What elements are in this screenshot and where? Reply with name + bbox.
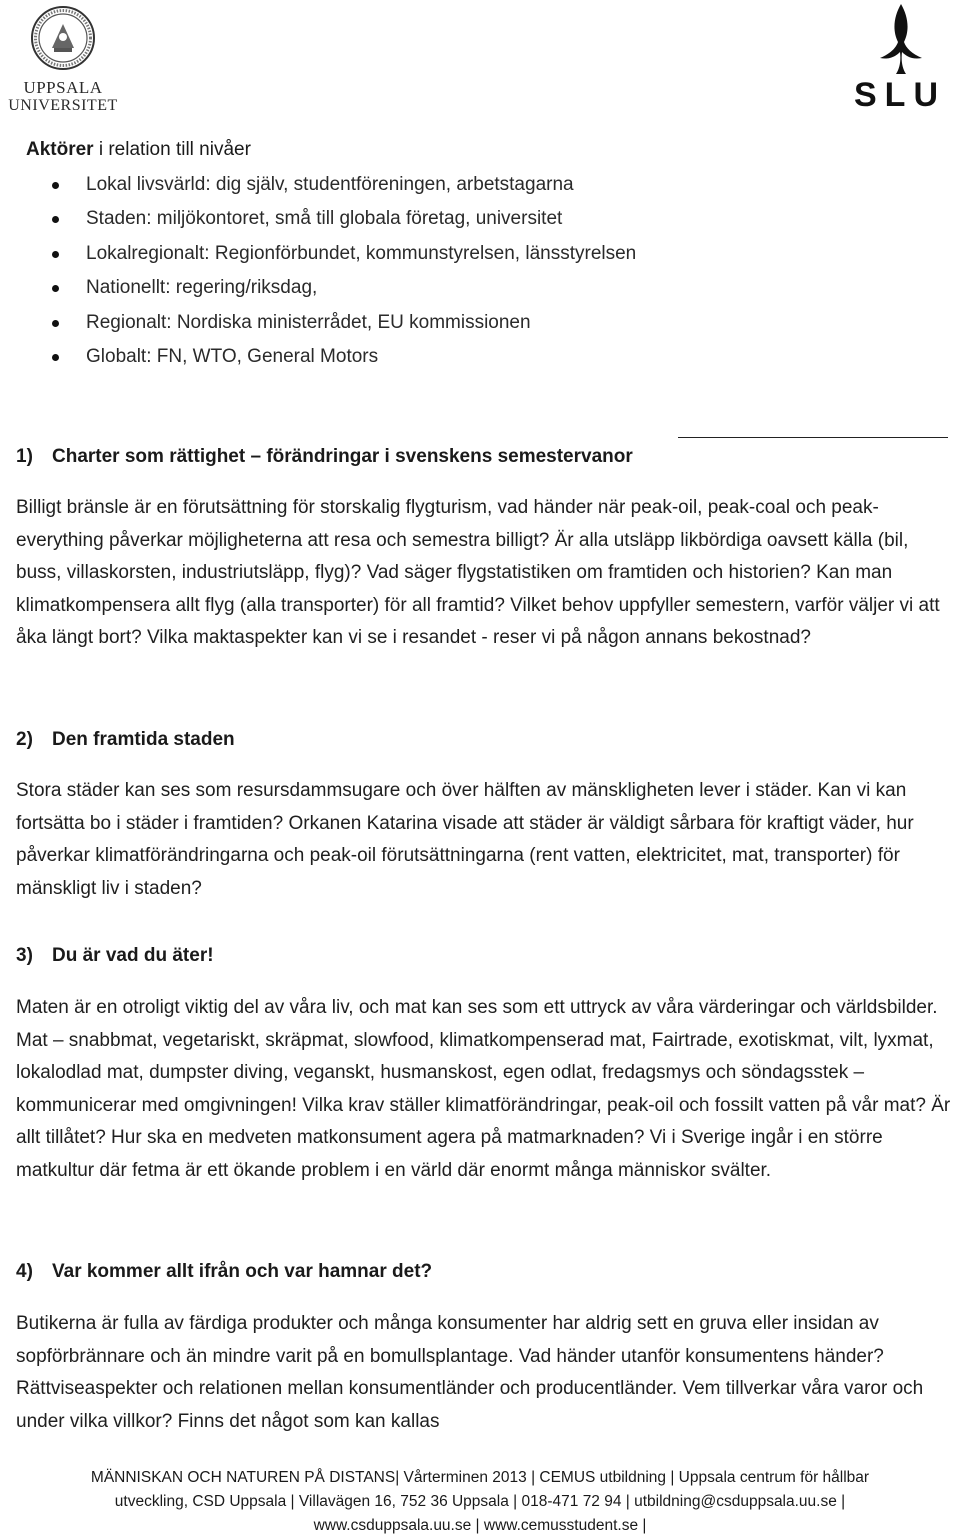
- list-item-text: Staden: miljökontoret, små till globala företag, universitet: [86, 208, 563, 230]
- list-item-text: Regionalt: Nordiska ministerrådet, EU kommissionen: [86, 311, 531, 333]
- heading-title: Den framtida staden: [52, 729, 235, 750]
- heading-3: [16, 942, 214, 970]
- heading-number: 4): [16, 1261, 33, 1282]
- logo-text-uppsala: UPPSALA: [23, 78, 103, 97]
- heading-4: [16, 1258, 432, 1286]
- actors-title-bold: Aktörer: [26, 139, 94, 160]
- heading-1: [16, 443, 633, 471]
- heading-2: [16, 726, 235, 754]
- list-item: [26, 271, 636, 305]
- slu-leaf-icon: [874, 2, 928, 76]
- list-item-text: Nationellt: regering/riksdag,: [86, 277, 318, 299]
- seal-icon: [30, 4, 96, 74]
- list-item-text: Lokalregionalt: Regionförbundet, kommunstyrelsen, länsstyrelsen: [86, 242, 637, 264]
- heading-title: Du är vad du äter!: [52, 945, 214, 966]
- slu-logo: [850, 2, 950, 116]
- bullet-icon: [52, 285, 59, 292]
- actors-title-rest: i relation till nivåer: [93, 139, 251, 160]
- heading-number: 1): [16, 446, 33, 467]
- logo-text-universitet: UNIVERSITET: [8, 97, 118, 114]
- slu-wordmark: SLU: [854, 76, 946, 114]
- bullet-icon: [52, 182, 59, 189]
- footer-line-1: MÄNNISKAN OCH NATUREN PÅ DISTANS| Vårterminen 2013 | CEMUS utbildning | Uppsala centrum för hållbar: [90, 1469, 870, 1486]
- footer-line-3: www.csduppsala.uu.se | www.cemusstudent.se |: [313, 1517, 647, 1534]
- list-item: [26, 168, 636, 202]
- actors-title: [26, 136, 636, 164]
- list-item: [26, 202, 636, 236]
- actors-list: [26, 168, 636, 374]
- bullet-icon: [52, 354, 59, 361]
- list-item: [26, 306, 636, 340]
- list-item-text: Globalt: FN, WTO, General Motors: [86, 346, 379, 368]
- heading-title: Var kommer allt ifrån och var hamnar det?: [52, 1261, 433, 1282]
- paragraph-4: Butikerna är fulla av färdiga produkter och många konsumenter har aldrig sett en gruva eller insidan av sopförbrännare och än mindre varit på en bomullsplantage. Vad händer utanför konsumentens händer? Rättviseaspekter och relationen mellan konsumentländer och producentländer. Vem tillverkar våra varor och under vilka villkor? Finns det något som kan kallas: [16, 1313, 924, 1432]
- uppsala-universitet-logo: [4, 4, 122, 116]
- paragraph-2: Stora städer kan ses som resursdammsugare och över hälften av mänskligheten lever i städer. Kan vi kan fortsätta bo i städer i framtiden? Orkanen Katarina visade att städer är väldigt sårbara för kraftigt väder, hur påverkar klimatförändringarna och peak-oil förutsättningarna (rent vatten, elektricitet, mat, transporter) för mänskligt liv i staden?: [16, 780, 914, 899]
- heading-title: Charter som rättighet – förändringar i svenskens semestervanor: [52, 446, 633, 467]
- page-footer: [0, 1466, 960, 1538]
- list-item-text: Lokal livsvärld: dig själv, studentföreningen, arbetstagarna: [86, 174, 574, 195]
- paragraph-1: Billigt bränsle är en förutsättning för storskalig flygturism, vad händer när peak-oil, peak-coal och peak-everything påverkar möjligheterna att resa och semestra billigt? Är alla utsläpp likbördiga oavsett källa (bil, buss, villaskorsten, industriutsläpp, flyg)? Vad säger flygstatistiken om framtiden och historien? Kan man klimatkompensera allt flyg (alla transporter) för all framtid? Vilket behov uppfyller semestern, varför väljer vi att åka längt bort? Vilka maktaspekter kan vi se i resandet - reser vi på någon annans bekostnad?: [16, 497, 940, 649]
- bullet-icon: [52, 320, 59, 327]
- bullet-icon: [52, 251, 59, 258]
- actors-section: [26, 136, 636, 374]
- paragraph-3: Maten är en otroligt viktig del av våra liv, och mat kan ses som ett uttryck av våra värderingar och världsbilder. Mat – snabbmat, vegetariskt, skräpmat, slowfood, klimatkompenserad mat, Fairtrade, exotiskmat, vilt, lyxmat, lokalodlad mat, dumpster diving, veganskt, husmanskost, egen odlat, fredagsmys och söndagsstek – kommunicerar med omgivningen! Vilka krav ställer klimatförändringar, peak-oil och fossilt vatten på vår mat? Är allt tillåtet? Hur ska en medveten matkonsument agera på matmarknaden? Vi i Sverige ingår i en större matkultur där fetma är ett ökande problem i en värld där enormt många människor svälter.: [16, 997, 951, 1181]
- divider: [678, 437, 948, 438]
- bullet-icon: [52, 216, 59, 223]
- list-item: [26, 237, 636, 271]
- heading-number: 3): [16, 945, 33, 966]
- footer-line-2: utveckling, CSD Uppsala | Villavägen 16, 752 36 Uppsala | 018-471 72 94 | utbildning@csduppsala.uu.se |: [114, 1493, 846, 1510]
- list-item: [26, 340, 636, 374]
- heading-number: 2): [16, 729, 33, 750]
